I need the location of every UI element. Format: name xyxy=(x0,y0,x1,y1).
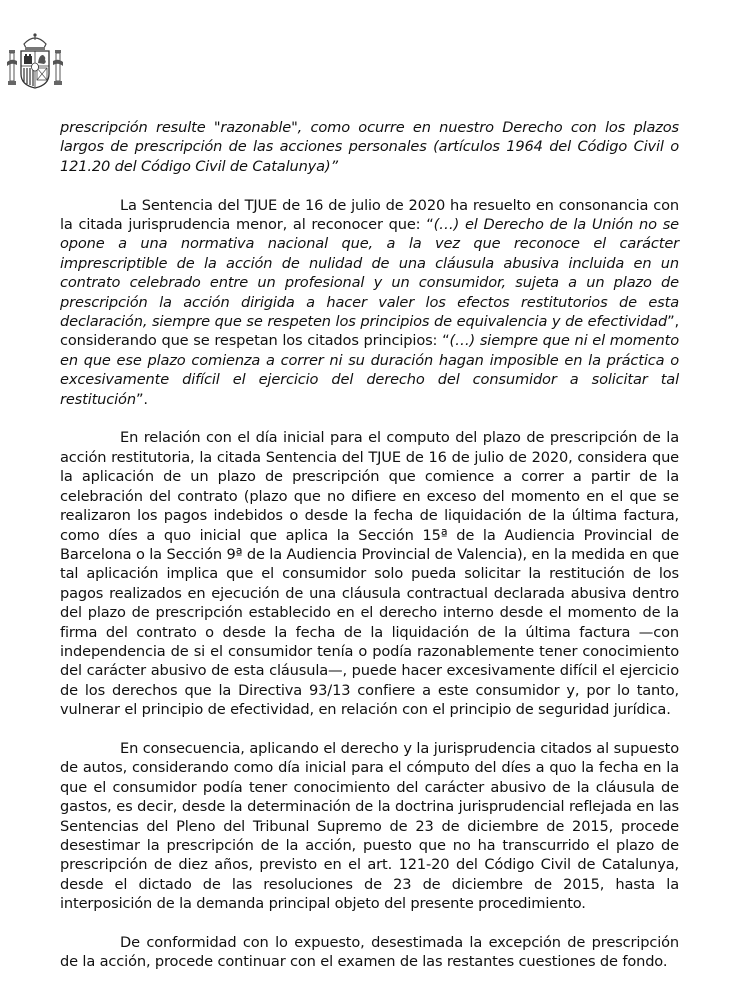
text-segment: De conformidad con lo expuesto, desestimada la excepción de prescripción de la acción, procede continuar con el examen de las restantes cuestiones de fondo. xyxy=(60,934,679,971)
paragraph-dies-a-quo xyxy=(60,428,679,719)
document-body xyxy=(60,118,679,991)
text-segment: La Sentencia del TJUE de 16 de julio de 2020 ha resuelto en consonancia con la citada jurisprudencia menor, al reconocer que: “ xyxy=(60,196,679,234)
paragraph-tjue-ruling xyxy=(60,196,679,409)
text-segment: (…) el Derecho de la Unión no se opone a una normativa nacional que, a la vez que reconoce el carácter imprescriptible de la acción de nulidad de una cláusula abusiva incluida en un contrato celebrado entre un profesional y un consumidor, sujeta a un plazo de prescripción la acción dirigida a hacer valer los efectos restitutorios de esta declaración, siempre que se respeten los principios de equivalencia y de efectividad xyxy=(60,216,679,331)
text-segment: En relación con el día inicial para el computo del plazo de prescripción de la acción restitutoria, la citada Sentencia del TJUE de 16 de julio de 2020, considera que la aplicación de un plazo de prescripción que comience a correr a partir de la celebración del contrato (plazo que no difiere en exceso del momento en el que se realizaron los pagos indebidos o desde la fecha de liquidación de la última factura, como díes a quo inicial que aplica la Sección 15ª de la Audiencia Provincial de Barcelona o la Sección 9ª de la Audiencia Provincial de Valencia), en la medida en que tal aplicación implica que el consumidor solo pueda solicitar la restitución de los pagos realizados en ejecución de una cláusula contractual declarada abusiva dentro del plazo de prescripción establecido en el derecho interno desde el momento de la firma del contrato o desde la fecha de la liquidación de la última factura —con independencia de si el consumidor tenía o podía razonablemente tener conocimiento del carácter abusivo de esta cláusula—, puede hacer excesivamente difícil el ejercicio de los derechos que la Directiva 93/13 confiere a este consumidor y, por lo tanto, vulnerar el principio de efectividad, en relación con el principio de seguridad jurídica. xyxy=(60,429,679,719)
spain-coat-of-arms-icon xyxy=(6,30,64,92)
paragraph-consequence xyxy=(60,739,679,914)
text-segment: ”. xyxy=(135,390,148,408)
text-segment: prescripción resulte "razonable", como ocurre en nuestro Derecho con los plazos largos de prescripción de las acciones personales (artículos 1964 del Código Civil o 121.20 del Código Civil de Catalunya)” xyxy=(60,119,679,175)
text-segment: ”, considerando que se respetan los citados principios: “ xyxy=(60,313,679,350)
text-segment: (…) siempre que ni el momento en que ese plazo comienza a correr ni su duración hagan imposible en la práctica o excesivamente difícil el ejercicio del derecho del consumidor a solicitar tal restitución xyxy=(60,332,679,408)
paragraph-quote-continuation xyxy=(60,118,679,176)
text-segment: En consecuencia, aplicando el derecho y la jurisprudencia citados al supuesto de autos, considerando como día inicial para el cómputo del díes a quo la fecha en la que el consumidor podía tener conocimiento del carácter abusivo de la cláusula de gastos, es decir, desde la determinación de la doctrina jurisprudencial reflejada en las Sentencias del Pleno del Tribunal Supremo de 23 de diciembre de 2015, procede desestimar la prescripción de la acción, puesto que no ha transcurrido el plazo de prescripción de diez años, previsto en el art. 121-20 del Código Civil de Catalunya, desde el dictado de las resoluciones de 23 de diciembre de 2015, hasta la interposición de la demanda principal objeto del presente procedimiento. xyxy=(60,739,679,913)
paragraph-conclusion xyxy=(60,933,679,972)
